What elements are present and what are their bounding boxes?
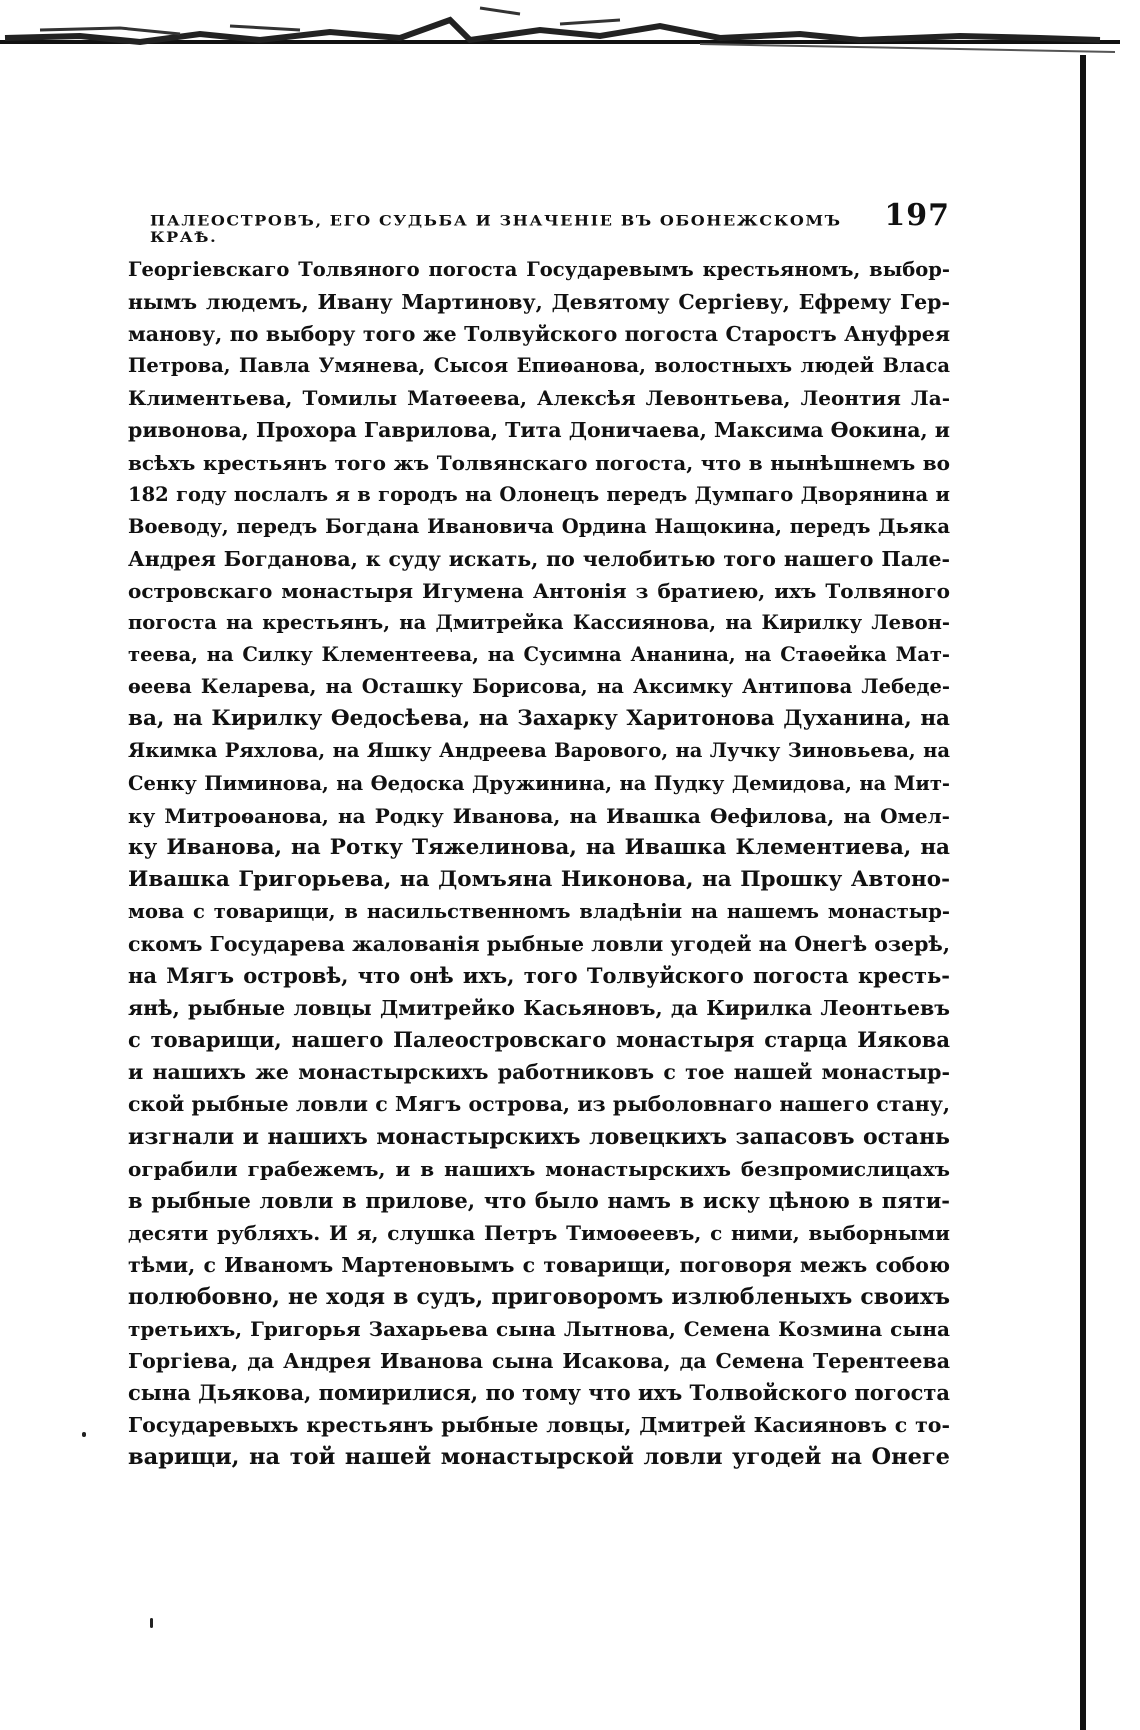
text-line: сына Дьякова, помирилися, по тому что ихъ Толвойского погоста bbox=[128, 1380, 950, 1406]
page-number: 197 bbox=[884, 198, 950, 233]
text-line: Сенку Пиминова, на Ѳедоска Дружинина, на Пудку Демидова, на Мит- bbox=[128, 771, 950, 795]
text-line: янѣ, рыбные ловцы Дмитрейко Касьяновъ, да Кирилка Леонтьевъ bbox=[128, 996, 950, 1021]
text-line: 182 году послалъ я в городъ на Олонецъ передъ Думпаго Дворянина и bbox=[128, 482, 950, 506]
text-line: в рыбные ловли в прилове, что было намъ в иску цѣною в пяти- bbox=[128, 1187, 950, 1213]
text-line: Андрея Богданова, к суду искать, по челобитью того нашего Пале- bbox=[128, 546, 950, 571]
page-margin bbox=[1086, 55, 1140, 1730]
text-line: полюбовно, не ходя в судъ, приговоромъ излюбленыхъ своихъ bbox=[128, 1284, 950, 1310]
text-line: Климентьева, Томилы Матѳеева, Алексѣя Левонтьева, Леонтия Ла- bbox=[128, 386, 950, 411]
body-text bbox=[128, 254, 950, 1474]
text-line: ской рыбные ловли с Мягъ острова, из рыболовнаго нашего стану, bbox=[128, 1092, 950, 1117]
text-line: скомъ Государева жалованія рыбные ловли угодей на Онегѣ озерѣ, bbox=[128, 931, 950, 956]
text-line: на Мягъ островѣ, что онѣ ихъ, того Толвуйского погоста кресть- bbox=[128, 963, 950, 989]
text-line: нымъ людемъ, Ивану Мартинову, Девятому Сергіеву, Ефрему Гер- bbox=[128, 290, 950, 315]
text-line: и нашихъ же монастырскихъ работниковъ с тое нашей монастыр- bbox=[128, 1060, 950, 1085]
text-line: манову, по выбору того же Толвуйского погоста Старостъ Ануфрея bbox=[128, 322, 950, 347]
text-line: Якимка Ряхлова, на Яшку Андреева Варового, на Лучку Зиновьева, на bbox=[128, 739, 950, 763]
text-line: островскаго монастыря Игумена Антонія з братиею, ихъ Толвяного bbox=[128, 578, 950, 603]
text-line: десяти рубляхъ. И я, слушка Петръ Тимоѳеевъ, с ними, выборными bbox=[128, 1220, 950, 1245]
text-line: Государевыхъ крестьянъ рыбные ловцы, Дмитрей Касияновъ с то- bbox=[128, 1413, 950, 1438]
text-line: Ивашка Григорьева, на Домъяна Никонова, на Прошку Автоно- bbox=[128, 866, 950, 892]
text-line: всѣхъ крестьянъ того жъ Толвянскаго погоста, что в нынѣшнемъ во bbox=[128, 450, 950, 475]
text-line: ва, на Кирилку Ѳедосѣева, на Захарку Харитонова Духанина, на bbox=[128, 706, 950, 732]
running-head-title: ПАЛЕОСТРОВЪ, ЕГО СУДЬБА И ЗНАЧЕНІЕ ВЪ ОБОНЕЖСКОМЪ КРАѢ. bbox=[150, 212, 842, 246]
text-line: Горгіева, да Андрея Иванова сына Исакова, да Семена Терентеева bbox=[128, 1349, 950, 1374]
text-line: с товарищи, нашего Палеостровскаго монастыря старца Иякова bbox=[128, 1027, 950, 1053]
scan-speck bbox=[150, 1618, 153, 1628]
text-line: Воеводу, передъ Богдана Ивановича Ордина Нащокина, передъ Дьяка bbox=[128, 514, 950, 538]
running-head bbox=[150, 198, 950, 248]
scan-speck bbox=[82, 1432, 86, 1437]
text-line: мова с товарищи, в насильственномъ владѣніи на нашемъ монастыр- bbox=[128, 899, 950, 923]
text-line: ограбили грабежемъ, и в нашихъ монастырскихъ безпромислицахъ bbox=[128, 1156, 950, 1181]
text-line: тѣми, с Иваномъ Мартеновымъ с товарищи, поговоря межъ собою bbox=[128, 1252, 950, 1277]
scan-top-edge bbox=[0, 0, 1120, 60]
text-line: ѳеева Келарева, на Осташку Борисова, на Аксимку Антипова Лебеде- bbox=[128, 675, 950, 699]
text-line: теева, на Силку Клементеева, на Сусимна Ананина, на Стаѳейка Мат- bbox=[128, 643, 950, 667]
text-line: ривонова, Прохора Гаврилова, Тита Доничаева, Максима Ѳокина, и bbox=[128, 418, 950, 443]
text-line: варищи, на той нашей монастырской ловли угодей на Онеге bbox=[128, 1444, 950, 1471]
text-line: изгнали и нашихъ монастырскихъ ловецкихъ запасовъ остань bbox=[128, 1123, 950, 1150]
text-line: ку Митроѳанова, на Родку Иванова, на Ивашка Ѳефилова, на Омел- bbox=[128, 803, 950, 828]
text-line: Георгіевскаго Толвяного погоста Государевымъ крестьяномъ, выбор- bbox=[128, 258, 950, 281]
text-line: ку Иванова, на Ротку Тяжелинова, на Ивашка Клементиева, на bbox=[128, 834, 950, 860]
text-line: Петрова, Павла Умянева, Сысоя Епиѳанова, волостныхъ людей Власа bbox=[128, 354, 950, 378]
text-line: погоста на крестьянъ, на Дмитрейка Кассиянова, на Кирилку Левон- bbox=[128, 611, 950, 635]
text-line: третьихъ, Григорья Захарьева сына Лытнова, Семена Козмина сына bbox=[128, 1317, 950, 1342]
